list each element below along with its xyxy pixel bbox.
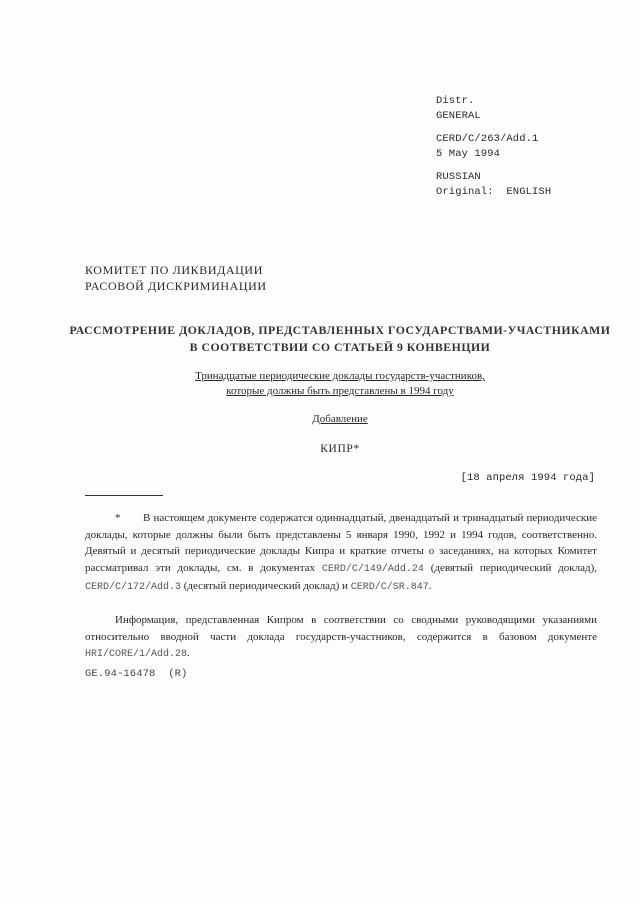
committee-line-2: РАСОВОЙ ДИСКРИМИНАЦИИ: [85, 279, 267, 293]
distribution-value: GENERAL: [436, 109, 481, 122]
submission-date: [18 апреля 1994 года]: [460, 472, 595, 484]
footnote-text: * В настоящем документе содержатся одиннадцатый, двенадцатый и тринадцатый периодические доклады, которые должны были быть представлены 5 января 1990, 1992 и 1994 годов, соответственно. Девятый и десятый периодические доклады Кипра и краткие отчеты о заседаниях, на которых Комитет рассматривал эти доклады, см. в документах CERD/C/149/Add.24 (девятый периодический доклад), CERD/C/172/Add.3 (десятый периодический доклад) и CERD/C/SR.847.: [85, 512, 598, 593]
document-reference: CERD/C/172/Add.3: [85, 582, 182, 593]
document-date: 5 May 1994: [436, 147, 501, 160]
info-paragraph-text: Информация, представленная Кипром в соответствии со сводными руководящими указаниями относительно вводной части доклада государств-участников, содержится в базовом документе HRI/CORE/1/Add.28.: [85, 614, 597, 660]
info-paragraph: [85, 612, 597, 664]
symbol-block: [436, 132, 551, 161]
country-heading: КИПР*: [320, 443, 360, 455]
document-symbol: CERD/C/263/Add.1: [436, 133, 539, 145]
title-line-1: РАССМОТРЕНИЕ ДОКЛАДОВ, ПРЕДСТАВЛЕННЫХ ГОСУДАРСТВАМИ-УЧАСТНИКАМИ: [69, 323, 611, 337]
distribution-block: [436, 94, 551, 123]
footnote-divider: [85, 495, 163, 496]
footnote: [85, 510, 597, 597]
document-language: RUSSIAN: [436, 171, 481, 183]
document-reference: CERD/C/149/Add.24: [321, 563, 424, 575]
document-reference: HRI/CORE/1/Add.28: [85, 649, 188, 660]
language-block: [436, 170, 551, 199]
document-reference: CERD/C/SR.847: [350, 582, 429, 593]
footnote-marker: *: [115, 512, 121, 524]
addendum-label: Добавление: [312, 413, 368, 425]
distribution-label: Distr.: [436, 95, 475, 107]
committee-line-1: КОМИТЕТ ПО ЛИКВИДАЦИИ: [85, 263, 263, 277]
document-title: [0, 322, 640, 356]
job-number: GE.94-16478 (R): [85, 668, 188, 680]
document-header: [436, 94, 551, 208]
addendum-heading: [0, 413, 640, 425]
subtitle-line-2: которые должны быть представлены в 1994 году: [226, 385, 454, 397]
document-subtitle: [0, 369, 640, 399]
title-line-2: В СООТВЕТСТВИИ СО СТАТЬЕЙ 9 КОНВЕНЦИИ: [189, 340, 491, 354]
original-language: Original: ENGLISH: [436, 185, 552, 198]
subtitle-line-1: Тринадцатые периодические доклады государств-участников,: [195, 370, 485, 382]
committee-name: [85, 262, 267, 294]
